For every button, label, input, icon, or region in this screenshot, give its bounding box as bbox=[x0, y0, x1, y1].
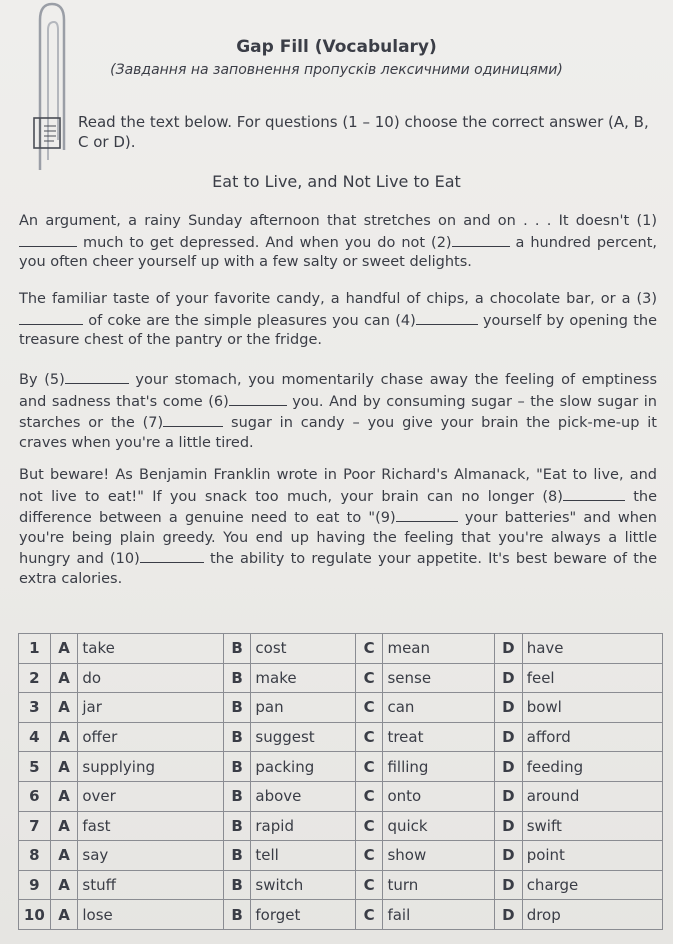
answer-option-d[interactable]: swift bbox=[522, 811, 662, 841]
answer-option-c[interactable]: can bbox=[383, 693, 495, 723]
paragraph-text: your batteries" and when you're being plain greedy. You end up having the feeling that you're always a little hungry and bbox=[19, 510, 658, 568]
option-letter-b: B bbox=[223, 693, 251, 723]
option-letter-b: B bbox=[223, 722, 251, 752]
answer-option-c[interactable]: show bbox=[383, 841, 495, 871]
answer-option-a[interactable]: jar bbox=[78, 693, 223, 723]
table-row bbox=[19, 841, 663, 871]
answer-option-b[interactable]: switch bbox=[251, 870, 355, 900]
option-letter-d: D bbox=[495, 900, 523, 930]
option-letter-b: B bbox=[223, 634, 251, 664]
option-letter-a: A bbox=[50, 752, 78, 782]
option-letter-c: C bbox=[355, 752, 383, 782]
option-letter-d: D bbox=[495, 663, 523, 693]
paragraph-text: sugar in candy – you give your brain the pick-me-up it craves when you're a little tired. bbox=[19, 415, 657, 451]
answer-option-a[interactable]: take bbox=[78, 634, 223, 664]
book-icon bbox=[30, 112, 66, 152]
option-letter-b: B bbox=[223, 900, 251, 930]
answer-option-b[interactable]: rapid bbox=[251, 811, 355, 841]
option-letter-c: C bbox=[355, 634, 383, 664]
question-number: 3 bbox=[19, 693, 51, 723]
paragraph-text: The familiar taste of your favorite candy, a handful of chips, a chocolate bar, or a bbox=[19, 291, 637, 307]
answer-option-d[interactable]: point bbox=[522, 841, 662, 871]
option-letter-c: C bbox=[355, 841, 383, 871]
option-letter-d: D bbox=[495, 752, 523, 782]
paragraph-text: much to get depressed. And when you do not bbox=[77, 234, 432, 251]
paragraph-text: you. And by consuming sugar – the slow sugar in starches or the bbox=[19, 393, 657, 432]
gap-number: (6) bbox=[208, 393, 229, 410]
option-letter-a: A bbox=[50, 841, 78, 871]
answer-option-c[interactable]: filling bbox=[383, 752, 495, 782]
question-number: 10 bbox=[19, 900, 51, 930]
gap-blank[interactable] bbox=[229, 391, 287, 406]
table-row bbox=[19, 811, 663, 841]
gap-blank[interactable] bbox=[65, 369, 129, 384]
gap-blank[interactable] bbox=[396, 507, 458, 522]
option-letter-a: A bbox=[50, 870, 78, 900]
option-letter-c: C bbox=[355, 693, 383, 723]
option-letter-d: D bbox=[495, 841, 523, 871]
option-letter-b: B bbox=[223, 841, 251, 871]
gap-number: (1) bbox=[636, 213, 657, 229]
paragraph-text: yourself by opening the treasure chest of the pantry or the fridge. bbox=[19, 312, 657, 349]
answer-option-d[interactable]: feeding bbox=[522, 752, 662, 782]
story-title: Eat to Live, and Not Live to Eat bbox=[212, 172, 461, 191]
paperclip-icon bbox=[30, 0, 70, 180]
answer-option-c[interactable]: treat bbox=[383, 722, 495, 752]
question-number: 1 bbox=[19, 634, 51, 664]
paragraph-text: By bbox=[19, 372, 45, 388]
answer-option-d[interactable]: have bbox=[522, 634, 662, 664]
answer-option-a[interactable]: fast bbox=[78, 811, 223, 841]
option-letter-c: C bbox=[355, 722, 383, 752]
gap-number: (8) bbox=[542, 488, 563, 505]
paragraph-text: a hundred percent, you often cheer yourself up with a few salty or sweet delights. bbox=[19, 234, 658, 271]
table-row bbox=[19, 663, 663, 693]
gap-blank[interactable] bbox=[140, 548, 204, 563]
answer-option-a[interactable]: lose bbox=[78, 900, 223, 930]
option-letter-a: A bbox=[50, 693, 78, 723]
answer-option-b[interactable]: forget bbox=[251, 900, 355, 930]
option-letter-a: A bbox=[50, 663, 78, 693]
question-number: 5 bbox=[19, 752, 51, 782]
answer-option-a[interactable]: say bbox=[78, 841, 223, 871]
gap-blank[interactable] bbox=[19, 232, 77, 247]
paragraph-4 bbox=[19, 466, 657, 590]
question-number: 7 bbox=[19, 811, 51, 841]
answer-option-c[interactable]: quick bbox=[383, 811, 495, 841]
gap-blank[interactable] bbox=[452, 232, 510, 247]
option-letter-d: D bbox=[495, 722, 523, 752]
answer-option-d[interactable]: charge bbox=[522, 870, 662, 900]
answer-option-b[interactable]: make bbox=[251, 663, 355, 693]
gap-blank[interactable] bbox=[563, 486, 625, 501]
answer-option-d[interactable]: around bbox=[522, 781, 662, 811]
option-letter-c: C bbox=[355, 870, 383, 900]
paragraph-3 bbox=[19, 369, 657, 453]
paragraph-text: the difference between a genuine need to eat to " bbox=[19, 488, 657, 527]
option-letter-c: C bbox=[355, 663, 383, 693]
table-row bbox=[19, 634, 663, 664]
answer-option-b[interactable]: above bbox=[251, 781, 355, 811]
table-row bbox=[19, 693, 663, 723]
answer-option-a[interactable]: supplying bbox=[78, 752, 223, 782]
answer-options-table bbox=[18, 633, 663, 930]
question-number: 4 bbox=[19, 722, 51, 752]
answer-option-c[interactable]: onto bbox=[383, 781, 495, 811]
table-row bbox=[19, 722, 663, 752]
page-subtitle: (Завдання на заповнення пропусків лексичними одиницями) bbox=[110, 62, 563, 78]
gap-number: (4) bbox=[395, 312, 416, 329]
page-title: Gap Fill (Vocabulary) bbox=[236, 37, 437, 57]
gap-number: (3) bbox=[636, 291, 657, 307]
option-letter-a: A bbox=[50, 900, 78, 930]
gap-blank[interactable] bbox=[19, 310, 83, 325]
answer-option-c[interactable]: turn bbox=[383, 870, 495, 900]
option-letter-b: B bbox=[223, 752, 251, 782]
option-letter-d: D bbox=[495, 870, 523, 900]
answer-option-d[interactable]: feel bbox=[522, 663, 662, 693]
paragraph-1 bbox=[19, 212, 657, 273]
table-row bbox=[19, 900, 663, 930]
answer-option-a[interactable]: stuff bbox=[78, 870, 223, 900]
paragraph-text: of coke are the simple pleasures you can bbox=[83, 312, 396, 329]
answer-option-b[interactable]: pan bbox=[251, 693, 355, 723]
paragraph-text: the ability to regulate your appetite. It's best beware of the extra calories. bbox=[19, 551, 657, 587]
table-row bbox=[19, 752, 663, 782]
option-letter-b: B bbox=[223, 663, 251, 693]
option-letter-b: B bbox=[223, 870, 251, 900]
answer-option-c[interactable]: fail bbox=[383, 900, 495, 930]
answer-option-d[interactable]: afford bbox=[522, 722, 662, 752]
gap-number: (7) bbox=[142, 415, 164, 432]
gap-number: (9) bbox=[375, 510, 396, 527]
option-letter-d: D bbox=[495, 634, 523, 664]
answer-option-b[interactable]: suggest bbox=[251, 722, 355, 752]
paragraph-text: But beware! As Benjamin Franklin wrote in Poor Richard's Almanack, "Eat to live, and not live to eat!" If you snack too much, your brain can no longer bbox=[19, 467, 657, 505]
option-letter-b: B bbox=[223, 781, 251, 811]
option-letter-a: A bbox=[50, 722, 78, 752]
answer-option-a[interactable]: do bbox=[78, 663, 223, 693]
paragraph-2 bbox=[19, 290, 657, 351]
option-letter-c: C bbox=[355, 811, 383, 841]
answer-option-c[interactable]: sense bbox=[383, 663, 495, 693]
answer-option-a[interactable]: offer bbox=[78, 722, 223, 752]
table-row bbox=[19, 781, 663, 811]
question-number: 9 bbox=[19, 870, 51, 900]
answer-option-b[interactable]: tell bbox=[251, 841, 355, 871]
option-letter-c: C bbox=[355, 900, 383, 930]
option-letter-b: B bbox=[223, 811, 251, 841]
option-letter-d: D bbox=[495, 811, 523, 841]
gap-number: (2) bbox=[431, 234, 452, 251]
answer-option-c[interactable]: mean bbox=[383, 634, 495, 664]
answer-option-d[interactable]: bowl bbox=[522, 693, 662, 723]
option-letter-a: A bbox=[50, 634, 78, 664]
option-letter-a: A bbox=[50, 781, 78, 811]
table-row bbox=[19, 870, 663, 900]
option-letter-d: D bbox=[495, 693, 523, 723]
gap-number: (5) bbox=[44, 372, 65, 388]
question-number: 2 bbox=[19, 663, 51, 693]
option-letter-d: D bbox=[495, 781, 523, 811]
answer-option-b[interactable]: cost bbox=[251, 634, 355, 664]
question-number: 6 bbox=[19, 781, 51, 811]
option-letter-c: C bbox=[355, 781, 383, 811]
option-letter-a: A bbox=[50, 811, 78, 841]
question-number: 8 bbox=[19, 841, 51, 871]
gap-blank[interactable] bbox=[416, 310, 478, 325]
instructions-text: Read the text below. For questions (1 – 10) choose the correct answer (A, B, C or D). bbox=[78, 113, 649, 151]
answer-option-b[interactable]: packing bbox=[251, 752, 355, 782]
paragraph-text: An argument, a rainy Sunday afternoon that stretches on and on . . . It doesn't bbox=[19, 213, 637, 229]
gap-blank[interactable] bbox=[163, 412, 223, 427]
gap-number: (10) bbox=[110, 551, 140, 568]
paragraph-text: your stomach, you momentarily chase away the feeling of emptiness and sadness that's come bbox=[19, 372, 657, 410]
answer-option-a[interactable]: over bbox=[78, 781, 223, 811]
answer-option-d[interactable]: drop bbox=[522, 900, 662, 930]
